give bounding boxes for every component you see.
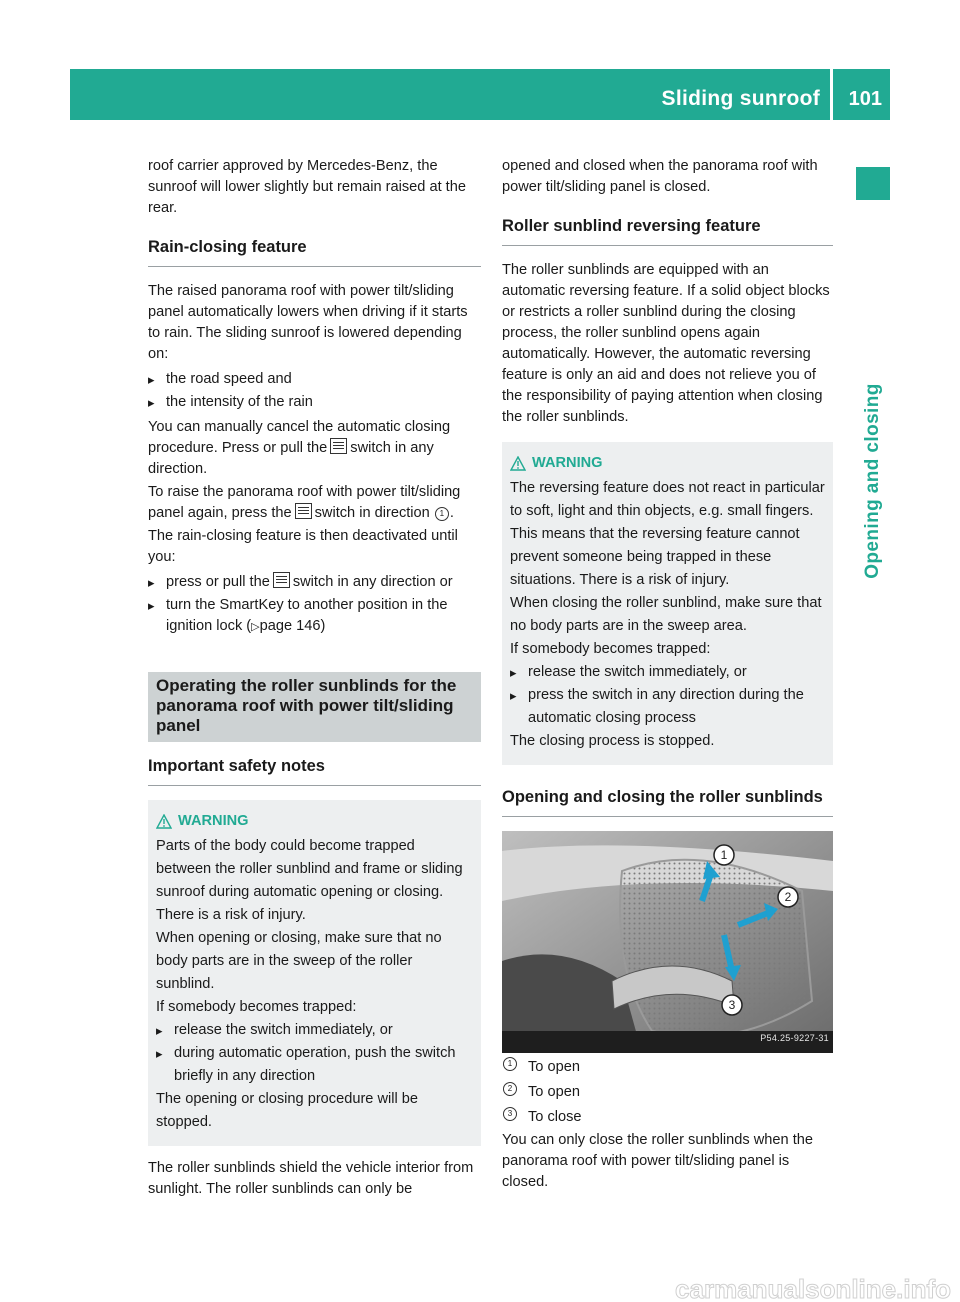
svg-text:2: 2 (784, 890, 792, 904)
reversing-paragraph: The roller sunblinds are equipped with an automatic reversing feature. If a solid object blocks or restricts a roller sunblind during the closing process, the roller sunblind opens again automatically. However, the automatic reversing feature is only an aid and does not relieve you of the responsibility of paying attention when closing the roller sunblinds. (502, 262, 830, 425)
right-column (502, 156, 833, 1193)
intro-paragraph: roof carrier approved by Mercedes-Benz, the sunroof will lower slightly but remain raised at the rear. (148, 158, 466, 216)
deactivated-paragraph: The rain-closing feature is then deactivated until you: (148, 528, 458, 565)
warning-text: The reversing feature does not react in particular to soft, light and thin objects, e.g. small fingers. This means that the reversing feature cannot prevent someone being trapped in these situations. There is a risk of injury. (510, 480, 825, 588)
cancel-closing-paragraph: You can manually cancel the automatic closing procedure. Press or pull the switch in any direction. (148, 419, 451, 477)
legend-item (502, 1057, 833, 1078)
callout-number-icon: 1 (435, 507, 449, 521)
chapter-tab: Opening and closing (862, 383, 883, 579)
warning-text: Parts of the body could become trapped between the roller sunblind and frame or sliding sunroof during automatic opening or closing. There is a risk of injury. (156, 838, 463, 923)
list-item: ▸ press or pull the switch in any direction or (148, 572, 481, 593)
rain-closing-heading: Rain-closing feature (148, 237, 481, 267)
intro-paragraph: opened and closed when the panorama roof with power tilt/sliding panel is closed. (502, 158, 818, 195)
callout-3 (722, 995, 742, 1015)
overhead-control-panel-illustration (502, 831, 833, 1053)
watermark (0, 1272, 960, 1302)
safety-notes-heading: Important safety notes (148, 756, 481, 786)
warning-text: The opening or closing procedure will be stopped. (156, 1091, 419, 1130)
switch-icon (295, 503, 312, 519)
warning-box (502, 442, 833, 765)
warning-header (510, 452, 825, 475)
roller-sunblind-switch-figure (502, 831, 833, 1053)
warning-text: If somebody becomes trapped: (156, 999, 357, 1015)
legend-item (502, 1082, 833, 1103)
image-reference-code: P54.25-9227-31 (760, 1033, 829, 1043)
callout-number-icon: 1 (503, 1057, 517, 1071)
warning-triangle-icon (156, 814, 172, 829)
svg-text:carmanualsonline.info: carmanualsonline.info (675, 1274, 951, 1302)
list-item: ▸ press the switch in any direction during the automatic closing process (510, 684, 825, 730)
switch-icon (330, 438, 347, 454)
rain-conditions-list (148, 369, 481, 413)
callout-2 (778, 887, 798, 907)
closing-note: You can only close the roller sunblinds when the panorama roof with power tilt/sliding panel is closed. (502, 1132, 813, 1190)
switch-icon (273, 572, 290, 588)
legend-text: To open (528, 1084, 580, 1100)
warning-text: If somebody becomes trapped: (510, 641, 711, 657)
outro-paragraph: The roller sunblinds shield the vehicle interior from sunlight. The roller sunblinds can only be (148, 1160, 474, 1197)
svg-text:3: 3 (728, 998, 736, 1012)
list-item: ▸ release the switch immediately, or (156, 1019, 473, 1042)
callout-number-icon: 2 (503, 1082, 517, 1096)
list-item: ▸ the road speed and (148, 369, 481, 390)
page-number: 101 (848, 88, 882, 110)
rain-closing-paragraph: The raised panorama roof with power tilt/sliding panel automatically lowers when driving if it starts to rain. The sliding sunroof is lowered depending on: (148, 283, 468, 362)
header-title: Sliding sunroof (661, 87, 820, 110)
list-item: ▸ during automatic operation, push the switch briefly in any direction (156, 1042, 473, 1088)
reversing-feature-heading: Roller sunblind reversing feature (502, 216, 833, 246)
warning-header (156, 810, 473, 833)
list-item: ▸ release the switch immediately, or (510, 661, 825, 684)
header-divider (830, 69, 833, 120)
warning-text: When opening or closing, make sure that no body parts are in the sweep of the roller sunblind. (156, 930, 442, 992)
callout-1 (714, 845, 734, 865)
page-reference-arrow-icon: ▷ (251, 621, 260, 633)
deactivation-list (148, 572, 481, 638)
svg-text:1: 1 (720, 848, 728, 862)
page-reference-link[interactable]: page 146) (259, 618, 326, 634)
warning-title: WARNING (178, 813, 249, 829)
list-item: ▸ the intensity of the rain (148, 392, 481, 413)
legend-text: To close (528, 1109, 582, 1125)
warning-box (148, 800, 481, 1146)
warning-text: When closing the roller sunblind, make sure that no body parts are in the sweep area. (510, 595, 822, 634)
open-close-heading: Opening and closing the roller sunblinds (502, 787, 833, 817)
warning-title: WARNING (532, 455, 603, 471)
page-header (70, 69, 890, 120)
legend-item (502, 1107, 833, 1128)
left-column (148, 156, 481, 1200)
legend-text: To open (528, 1059, 580, 1075)
list-item: ▸ turn the SmartKey to another position in the ignition lock (▷page 146) (148, 595, 481, 638)
section-title-box: Operating the roller sunblinds for the panorama roof with power tilt/sliding panel (148, 672, 481, 742)
raise-roof-paragraph: To raise the panorama roof with power tilt/sliding panel again, press the switch in direction 1 . (148, 484, 461, 521)
warning-text: The closing process is stopped. (510, 733, 715, 749)
warning-triangle-icon (510, 456, 526, 471)
chapter-marker (856, 167, 890, 200)
callout-number-icon: 3 (503, 1107, 517, 1121)
